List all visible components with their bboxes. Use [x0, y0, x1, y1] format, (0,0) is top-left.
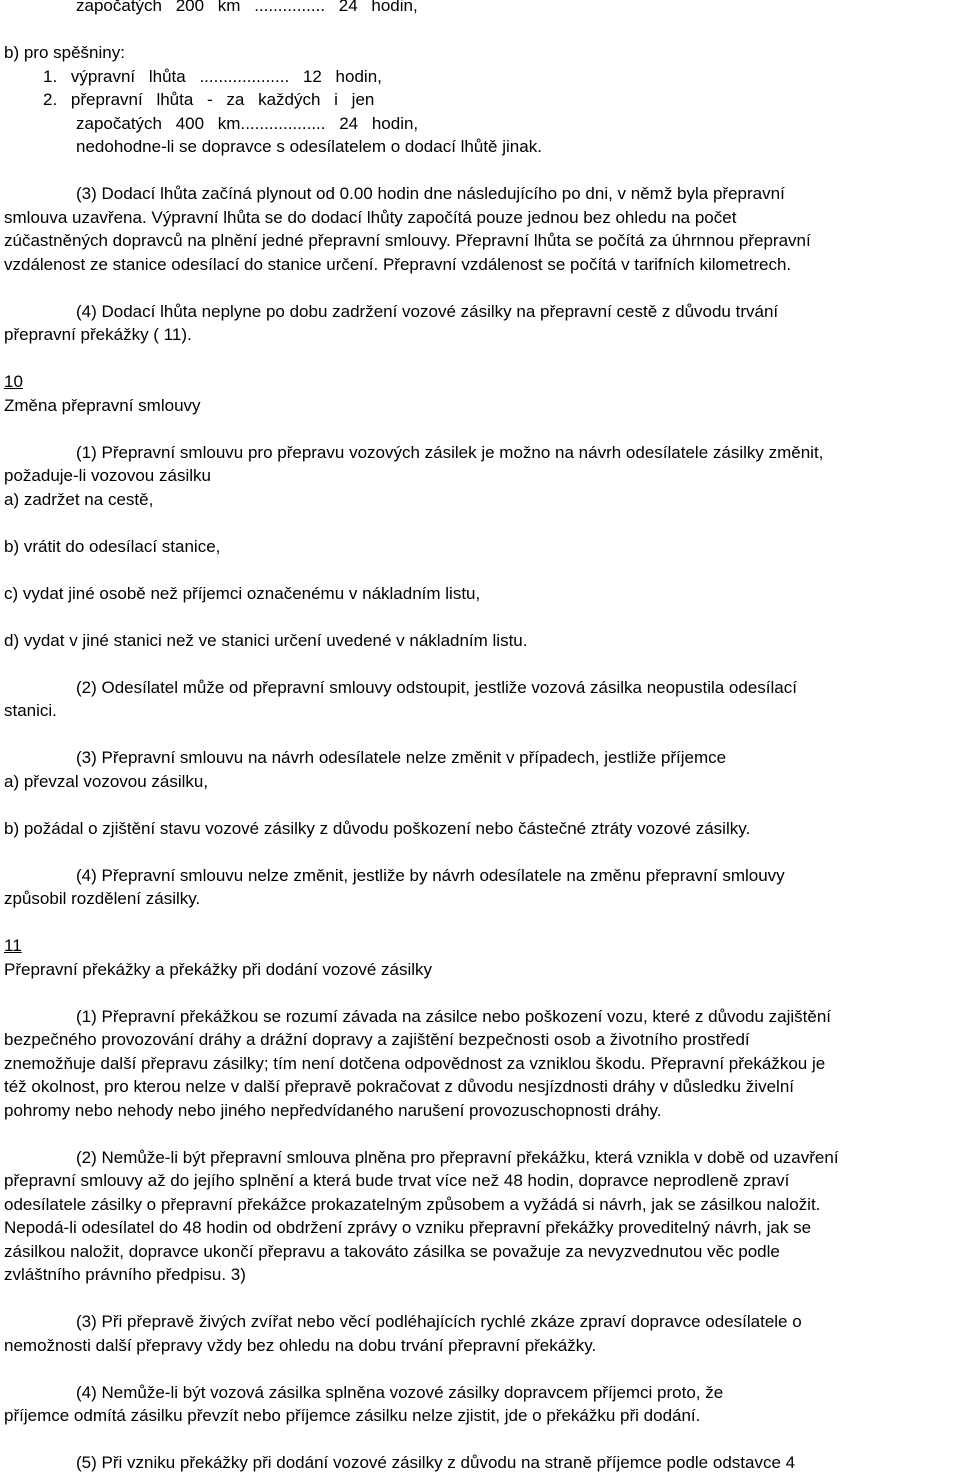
blank-line [0, 840, 960, 864]
blank-line [0, 1357, 960, 1381]
text-line: nedohodne-li se dopravce s odesílatelem o dodací lhůtě jinak. [76, 137, 542, 156]
text-line: Změna přepravní smlouvy [4, 395, 201, 415]
blank-line [0, 652, 960, 676]
text-line: požaduje-li vozovou zásilku [4, 466, 211, 485]
text-line: b) pro spěšniny: [4, 43, 125, 62]
text-line: (5) Při vzniku překážky při dodání vozové zásilky z důvodu na straně příjemce podle odstavce 4 [76, 1453, 796, 1472]
blank-line [0, 159, 960, 183]
blank-line [0, 1122, 960, 1146]
text-line: též okolnost, pro kterou nelze v další přepravě pokračovat z důvodu nesjízdnosti dráhy v důsledku živelní [4, 1077, 794, 1096]
text-line: pohromy nebo nehody nebo jiného nepředvídaného narušení provozuschopnosti dráhy. [4, 1100, 662, 1120]
text-line: smlouva uzavřena. Výpravní lhůta se do dodací lhůty započítá pouze jednou bez ohledu na počet [4, 207, 737, 227]
text-line: (4) Přepravní smlouvu nelze změnit, jestliže by návrh odesílatele na změnu přepravní smlouvy [76, 865, 785, 885]
text-line: (1) Přepravní překážkou se rozumí závada na zásilce nebo poškození vozu, které z důvodu zajištění [76, 1006, 832, 1026]
text-line: vzdálenost ze stanice odesílací do stanice určení. Přepravní vzdálenost se počítá v tarifních kilometrech. [4, 254, 792, 274]
text-line: (2) Odesílatel může od přepravní smlouvy odstoupit, jestliže vozová zásilka neopustila odesílací [76, 677, 797, 697]
text-line: zúčastněných dopravců na plnění jedné přepravní smlouvy. Přepravní lhůta se počítá za úhrnnou přepravní [4, 231, 811, 250]
text-line: bezpečného provozování dráhy a drážní dopravy a zajištění bezpečnosti osob a životního prostředí [4, 1030, 750, 1049]
text-line: Nepodá-li odesílatel do 48 hodin od obdržení zprávy o vzniku přepravní překážky proveditelný návrh, jak se [4, 1218, 812, 1237]
blank-line [0, 605, 960, 629]
text-line: 10 [4, 372, 23, 391]
blank-line [0, 347, 960, 371]
text-line: zásilkou naložit, dopravce ukončí přepravu a takováto zásilka se považuje za nevyzvednutou věc podle [4, 1241, 780, 1261]
text-line: (4) Nemůže-li být vozová zásilka splněna vozové zásilky dopravcem příjemci proto, že [76, 1382, 724, 1402]
text-line: znemožňuje další přepravu zásilky; tím není dotčena odpovědnost za vzniklou škodu. Přepravní překážkou je [4, 1053, 826, 1073]
text-line: a) převzal vozovou zásilku, [4, 771, 209, 791]
text-line: (3) Dodací lhůta začíná plynout od 0.00 hodin dne následujícího po dni, v němž byla přepravní [76, 184, 785, 203]
blank-line [0, 723, 960, 747]
blank-line [0, 276, 960, 300]
blank-line [0, 18, 960, 42]
text-line: 11 [4, 936, 22, 955]
text-line: přepravní smlouvy až do jejího splnění a která bude trvat více než 48 hodin, dopravce neprodleně zpraví [4, 1171, 790, 1190]
text-line: započatých 400 km.................. 24 hodin, [76, 113, 419, 133]
text-line: a) zadržet na cestě, [4, 489, 154, 509]
blank-line [0, 558, 960, 582]
text-line: (4) Dodací lhůta neplyne po dobu zadržení vozové zásilky na přepravní cestě z důvodu trvání [76, 301, 779, 321]
blank-line [0, 911, 960, 935]
blank-line [0, 417, 960, 441]
text-line: způsobil rozdělení zásilky. [4, 889, 201, 908]
text-line: 2. přepravní lhůta - za každých i jen [43, 90, 375, 109]
text-line: (1) Přepravní smlouvu pro přepravu vozových zásilek je možno na návrh odesílatele zásilky změnit, [76, 442, 824, 462]
blank-line [0, 981, 960, 1005]
text-line: d) vydat v jiné stanici než ve stanici určení uvedené v nákladním listu. [4, 630, 528, 650]
blank-line [0, 793, 960, 817]
text-line: c) vydat jiné osobě než příjemci označenému v nákladním listu, [4, 583, 481, 603]
blank-line [0, 1287, 960, 1311]
text-line: b) vrátit do odesílací stanice, [4, 536, 221, 556]
blank-line [0, 511, 960, 535]
text-line: (2) Nemůže-li být přepravní smlouva plněna pro přepravní překážku, která vznikla v době od uzavření [76, 1147, 839, 1167]
text-line: nemožnosti další přepravy vždy bez ohledu na dobu trvání přepravní překážky. [4, 1335, 597, 1355]
text-line: započatých 200 km ............... 24 hodin, [76, 0, 418, 15]
text-line: přepravní překážky ( 11). [4, 325, 192, 344]
text-line: (3) Přepravní smlouvu na návrh odesílatele nelze změnit v případech, jestliže příjemce [76, 748, 727, 767]
text-line: b) požádal o zjištění stavu vozové zásilky z důvodu poškození nebo částečné ztráty vozové zásilky. [4, 818, 751, 838]
text-line: odesílatele zásilky o přepravní překážce prokazatelným způsobem a vyžádá si návrh, jak se zásilkou naložit. [4, 1194, 821, 1214]
text-line: 1. výpravní lhůta ................... 12 hodin, [43, 66, 382, 86]
text-line: stanici. [4, 701, 57, 720]
text-line: příjemce odmítá zásilku převzít nebo příjemce zásilku nelze zjistit, jde o překážku při dodání. [4, 1406, 701, 1425]
text-line: (3) Při přepravě živých zvířat nebo věcí podléhajících rychlé zkáze zpraví dopravce odesílatele o [76, 1312, 802, 1331]
text-line: zvláštního právního předpisu. 3) [4, 1265, 246, 1284]
text-line: Přepravní překážky a překážky při dodání vozové zásilky [4, 959, 433, 979]
blank-line [0, 1428, 960, 1452]
